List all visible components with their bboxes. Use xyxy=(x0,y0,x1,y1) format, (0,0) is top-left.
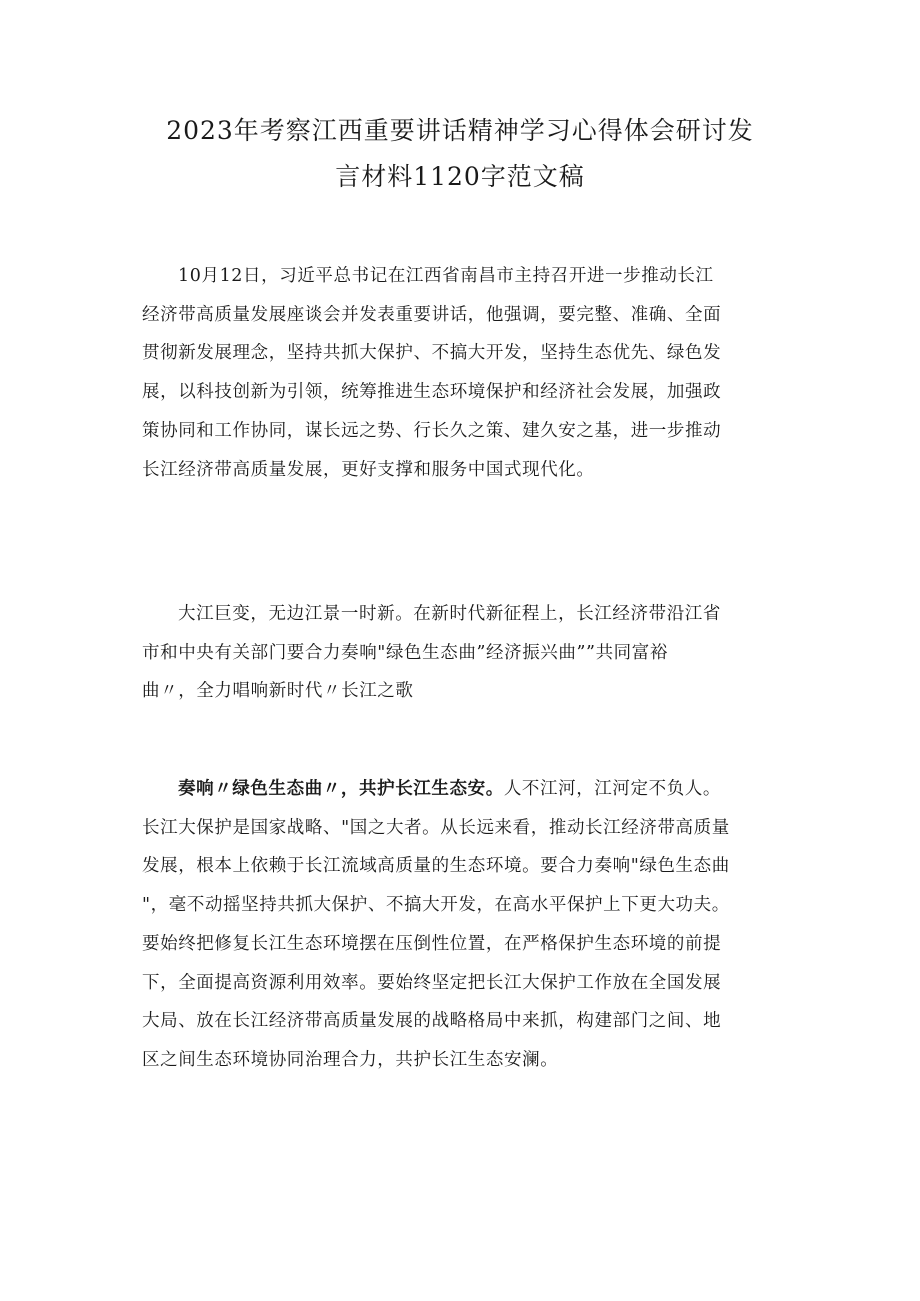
paragraph-1 xyxy=(142,257,792,489)
paragraph-3 xyxy=(142,770,792,1080)
paragraph-2-line-2: 市和中央有关部门要合力奏响"绿色生态曲”经济振兴曲””共同富裕 xyxy=(142,642,668,663)
paragraph-1-line-2: 经济带高质量发展座谈会并发表重要讲话，他强调，要完整、准确、全面 xyxy=(142,304,722,325)
paragraph-2 xyxy=(142,595,792,711)
paragraph-1-line-3: 贯彻新发展理念，坚持共抓大保护、不搞大开发，坚持生态优先、绿色发 xyxy=(142,343,722,364)
paragraph-2-line-3: 曲〃，全力唱响新时代〃长江之歌 xyxy=(142,681,414,702)
paragraph-1-line-1: 10月12日，习近平总书记在江西省南昌市主持召开进一步推动长江 xyxy=(178,266,714,286)
paragraph-3-line-5: 要始终把修复长江生态环境摆在压倒性位置，在严格保护生态环境的前提 xyxy=(142,933,722,954)
paragraph-3-line-7: 大局、放在长江经济带高质量发展的战略格局中来抓，构建部门之间、地 xyxy=(142,1011,722,1032)
paragraph-1-line-6: 长江经济带高质量发展，更好支撑和服务中国式现代化。 xyxy=(142,459,595,480)
paragraph-1-line-5: 策协同和工作协同，谋长远之势、行长久之策、建久安之基，进一步推动 xyxy=(142,420,722,441)
paragraph-3-line-6: 下，全面提高资源利用效率。要始终坚定把长江大保护工作放在全国发展 xyxy=(142,972,722,993)
paragraph-3-heading: 奏响〃绿色生态曲〃，共护长江生态安。 xyxy=(178,779,504,799)
paragraph-1-line-4: 展，以科技创新为引领，统筹推进生态环境保护和经济社会发展，加强政 xyxy=(142,382,722,403)
paragraph-2-line-1: 大江巨变，无边江景一时新。在新时代新征程上，长江经济带沿江省 xyxy=(178,604,721,624)
paragraph-3-line-8: 区之间生态环境协同治理合力，共护长江生态安澜。 xyxy=(142,1049,559,1070)
document-title xyxy=(130,108,790,200)
paragraph-3-line-2: 长江大保护是国家战略、"国之大者。从长远来看，推动长江经济带高质量 xyxy=(142,817,730,838)
title-line-2: 言材料1120字范文稿 xyxy=(335,162,585,191)
paragraph-3-line-4: "，毫不动摇坚持共抓大保护、不搞大开发，在高水平保护上下更大功夫。 xyxy=(142,895,730,916)
paragraph-3-line-1-rest: 人不江河，江河定不负人。 xyxy=(503,779,722,799)
paragraph-3-line-1 xyxy=(142,770,792,809)
title-line-1: 2023年考察江西重要讲话精神学习心得体会研讨发 xyxy=(166,116,754,145)
paragraph-3-line-3: 发展，根本上依赖于长江流域高质量的生态环境。要合力奏响"绿色生态曲 xyxy=(142,856,730,877)
